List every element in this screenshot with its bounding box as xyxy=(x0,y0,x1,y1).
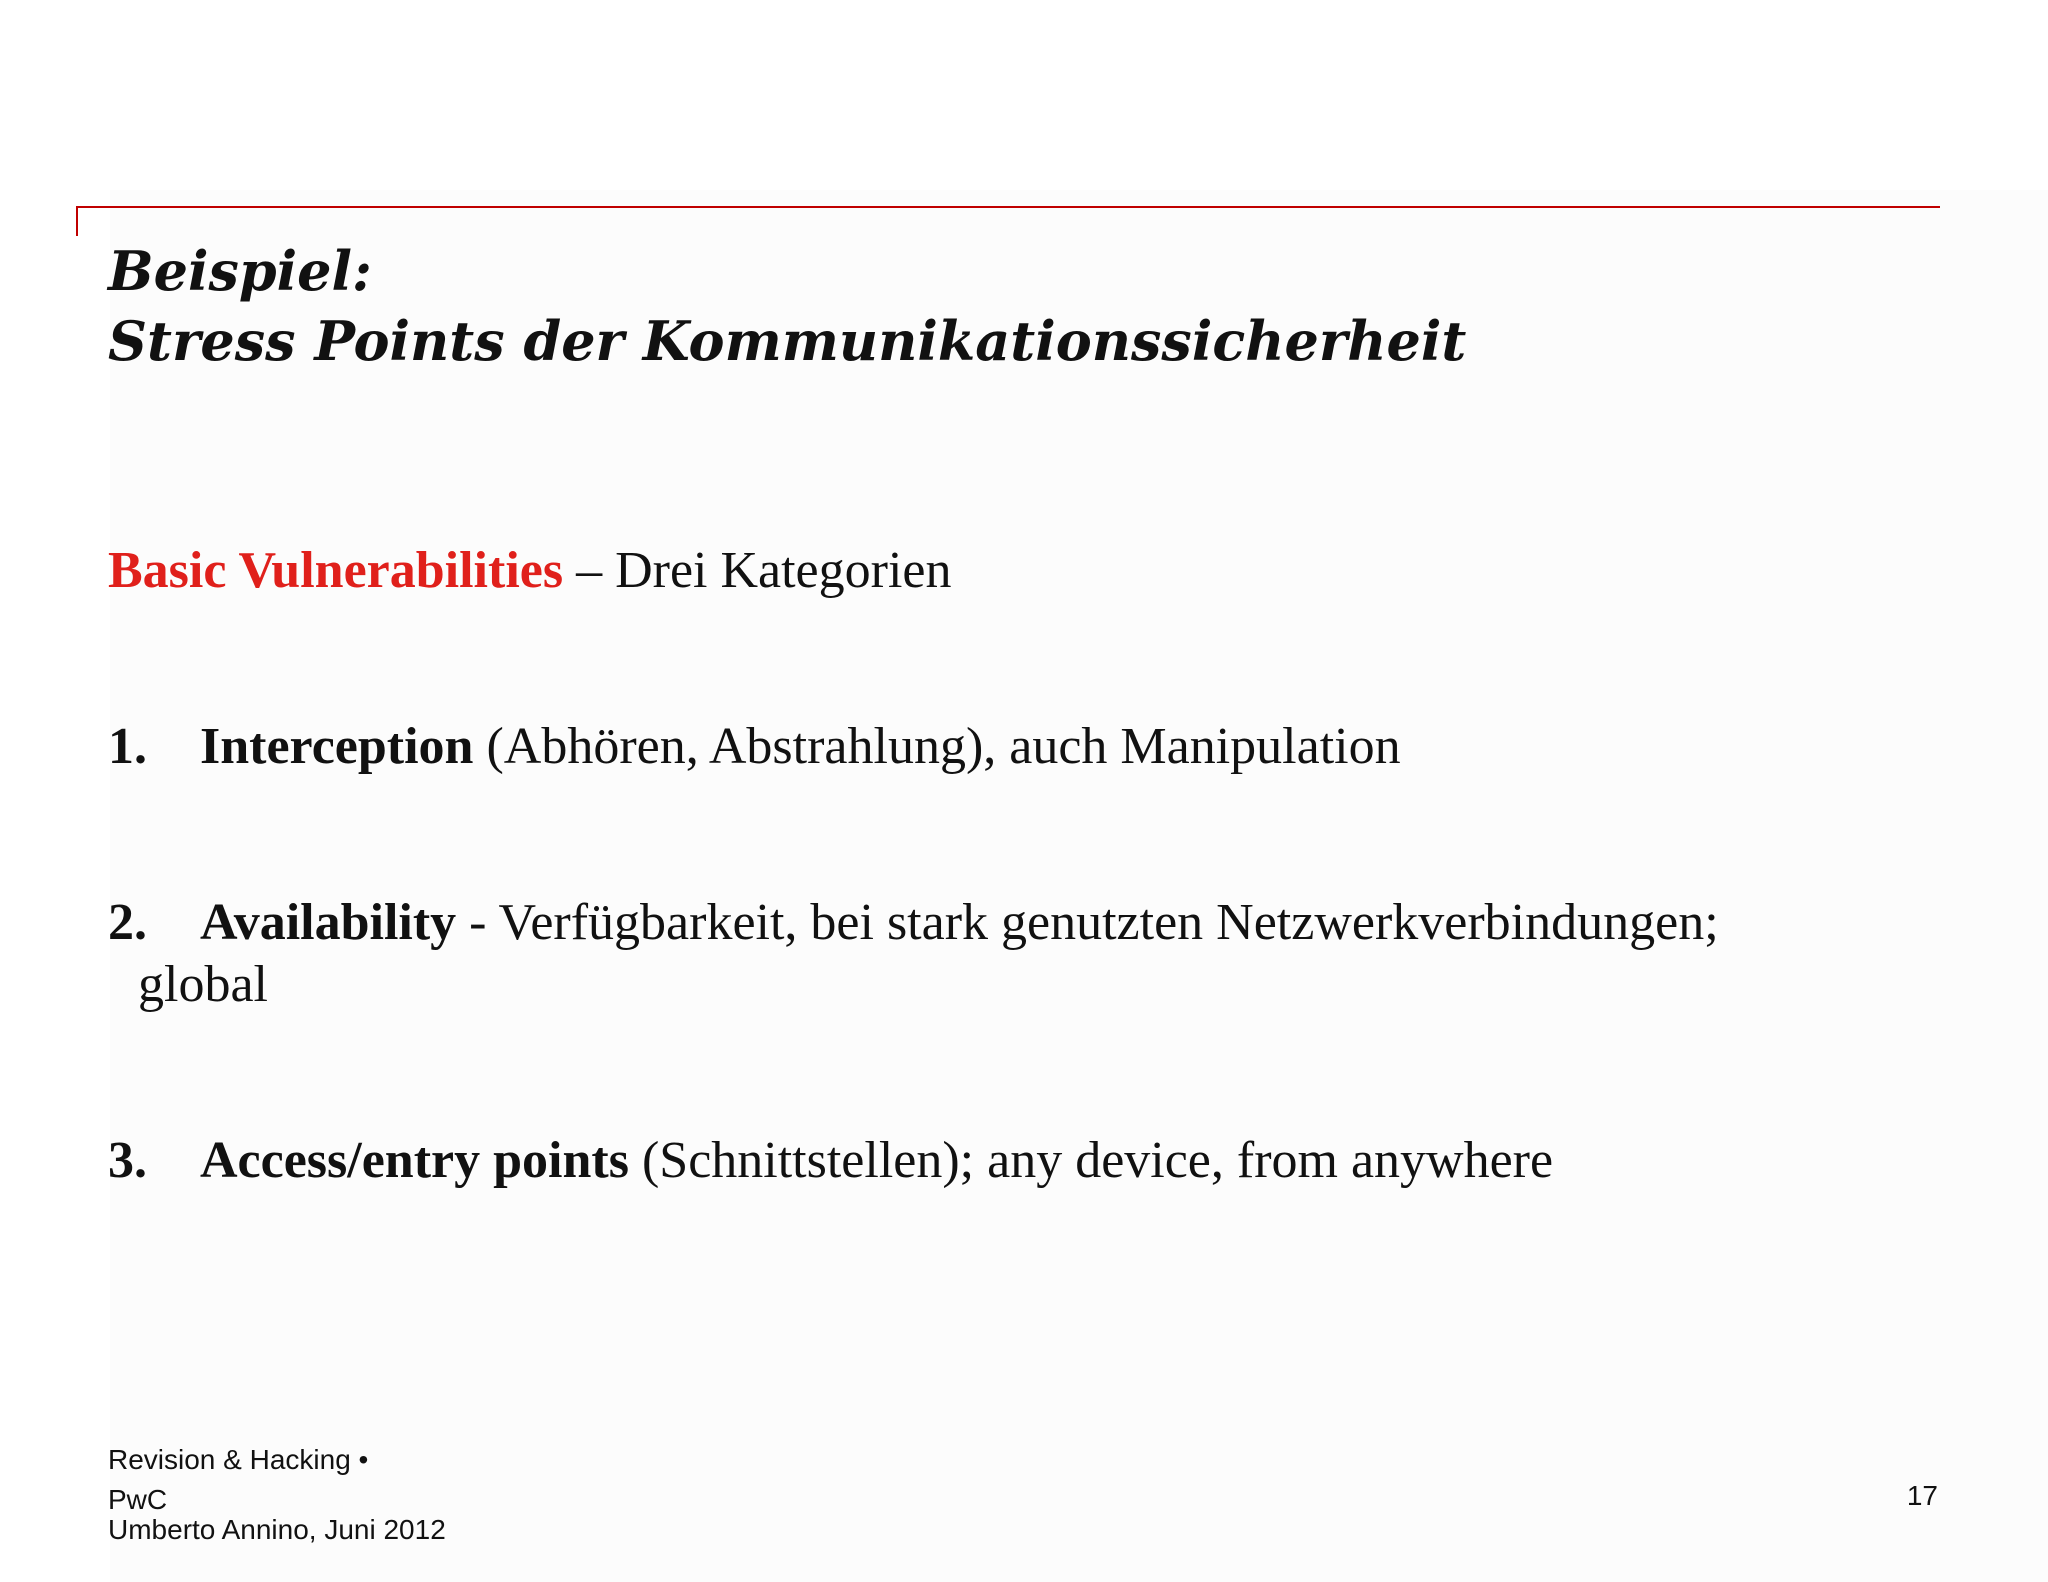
title-line-1: Beispiel: xyxy=(108,239,372,303)
footer-info xyxy=(108,1445,446,1545)
list-item xyxy=(108,1130,1553,1192)
slide-title xyxy=(108,236,1466,376)
top-rule xyxy=(76,206,1940,208)
section-heading xyxy=(108,538,951,604)
footer-author-date: Umberto Annino, Juni 2012 xyxy=(108,1514,446,1545)
list-item-number: 2. xyxy=(108,894,147,951)
list-item xyxy=(108,892,1719,1016)
list-item-number: 3. xyxy=(108,1132,147,1189)
list-item-text: - Verfügbarkeit, bei stark genutzten Netzwerkverbindungen; xyxy=(456,894,1719,951)
list-item-term: Interception xyxy=(200,718,474,775)
list-item-text: (Abhören, Abstrahlung), auch Manipulation xyxy=(473,718,1401,775)
list-item-term: Availability xyxy=(200,894,457,951)
list-item-text: (Schnittstellen); any device, from anywhere xyxy=(628,1132,1554,1189)
content-panel xyxy=(110,190,2048,1582)
footer-company: PwC xyxy=(108,1484,168,1515)
section-heading-highlight: Basic Vulnerabilities xyxy=(108,542,564,599)
corner-tick xyxy=(76,206,78,236)
list-item-term: Access/entry points xyxy=(200,1132,629,1189)
page-number: 17 xyxy=(1906,1480,1938,1511)
footer-course: Revision & Hacking • xyxy=(108,1444,369,1475)
title-line-2: Stress Points der Kommunikationssicherheit xyxy=(108,309,1467,373)
list-item-continuation: global xyxy=(138,956,268,1013)
section-heading-rest: – Drei Kategorien xyxy=(563,542,952,599)
list-item xyxy=(108,716,1401,778)
list-item-number: 1. xyxy=(108,718,147,775)
